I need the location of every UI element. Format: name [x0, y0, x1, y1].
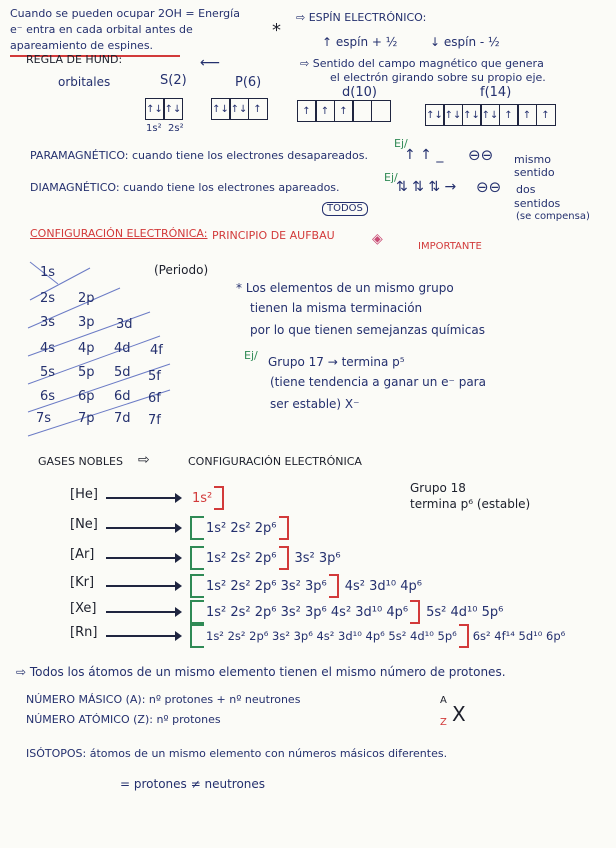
- xe-bracket: [410, 600, 420, 624]
- para-example: ↑ ↑ _: [404, 147, 444, 163]
- noble-config-he: [192, 486, 224, 510]
- hund-title: REGLA DE HUND:: [26, 53, 123, 66]
- spin-title: ⇨ ESPÍN ELECTRÓNICO:: [296, 11, 427, 24]
- intro-line-3: apareamiento de espines.: [10, 39, 154, 52]
- he-conf: 1s²: [192, 490, 213, 506]
- intro-line-1: Cuando se pueden ocupar 2OH = Energía: [10, 7, 240, 20]
- kr-tail: 4s² 3d¹⁰ 4p⁶: [344, 578, 422, 594]
- noble-arrow-icon: ⇨: [138, 452, 150, 468]
- intro-line-2: e⁻ entra en cada orbital antes de: [10, 23, 193, 36]
- f-box: ↑↓: [480, 104, 500, 126]
- ne-conf: 1s² 2s² 2p⁶: [206, 520, 277, 536]
- rn-bracket-left: [190, 624, 204, 648]
- grupo17-line-3: ser estable) X⁻: [270, 397, 360, 411]
- dia-note-3: (se compensa): [516, 211, 590, 222]
- d-box: ↑: [315, 100, 335, 122]
- dia-ej: Ej/: [384, 171, 398, 184]
- orbital-4p: 4p: [78, 341, 95, 356]
- xe-arrow: [106, 611, 176, 613]
- important-diamond-icon: ◈: [372, 231, 383, 247]
- rn-arrow: [106, 635, 176, 637]
- orbital-2p: 2p: [78, 291, 95, 306]
- noble-config-ar: [190, 546, 341, 570]
- noble-element-ne: [Ne]: [70, 517, 98, 532]
- f-box: ↑: [536, 104, 556, 126]
- orbital-3p: 3p: [78, 315, 95, 330]
- orbital-7s: 7s: [36, 411, 52, 426]
- ar-bracket: [279, 546, 289, 570]
- orbital-6d: 6d: [114, 389, 131, 404]
- paramagnetic-def: PARAMAGNÉTICO: cuando tiene los electrones desapareados.: [30, 149, 368, 162]
- f-box: ↑↓: [443, 104, 463, 126]
- orbital-6s: 6s: [40, 389, 56, 404]
- para-ej: Ej/: [394, 137, 408, 150]
- xe-tail: 5s² 4d¹⁰ 5p⁶: [426, 604, 504, 620]
- ne-bracket-left: [190, 516, 204, 540]
- f-box: ↑↓: [425, 104, 445, 126]
- symbol-z: Z: [440, 717, 447, 728]
- rn-tail: 6s² 4f¹⁴ 5d¹⁰ 6p⁶: [472, 629, 566, 643]
- rn-conf: 1s² 2s² 2p⁶ 3s² 3p⁶ 4s² 3d¹⁰ 4p⁶ 5s² 4d¹⁰ 5p⁶: [206, 629, 457, 643]
- noble-config-xe: [190, 600, 503, 624]
- p-box: ↑: [248, 98, 268, 120]
- orbital-5s: 5s: [40, 365, 56, 380]
- config-title: CONFIGURACIÓN ELECTRÓNICA:: [30, 227, 208, 240]
- para-note-1: mismo: [514, 153, 551, 166]
- orbital-6p: 6p: [78, 389, 95, 404]
- spin-sentido-2: el electrón girando sobre su propio eje.: [330, 71, 546, 84]
- p-box: ↑↓: [229, 98, 249, 120]
- grupo-bullet-3: por lo que tienen semejanzas químicas: [250, 323, 485, 337]
- orbital-5f: 5f: [148, 369, 161, 384]
- star-mark: *: [272, 20, 281, 41]
- f-box: ↑: [499, 104, 519, 126]
- noble-gases-title: GASES NOBLES: [38, 455, 123, 468]
- d-label: d(10): [342, 85, 377, 100]
- ne-arrow: [106, 527, 176, 529]
- xe-conf: 1s² 2s² 2p⁶ 3s² 3p⁶ 4s² 3d¹⁰ 4p⁶: [206, 604, 409, 620]
- xe-bracket-left: [190, 600, 204, 624]
- spin-sentido-1: ⇨ Sentido del campo magnético que genera: [300, 57, 544, 70]
- ar-arrow: [106, 557, 176, 559]
- grupo17-line-1: Grupo 17 → termina p⁵: [268, 355, 405, 369]
- dia-example: ⇅ ⇅ ⇅ →: [396, 179, 457, 195]
- todos-badge: TODOS: [322, 202, 368, 216]
- spin-down: ↓ espín - ½: [430, 35, 500, 49]
- p-label: P(6): [235, 75, 262, 90]
- kr-bracket-left: [190, 574, 204, 598]
- s-box: ↑↓: [163, 98, 183, 120]
- grupo-bullet-1: * Los elementos de un mismo grupo: [236, 281, 454, 295]
- f-box: ↑: [517, 104, 537, 126]
- termina-p6: termina p⁶ (estable): [410, 497, 531, 511]
- f-box: ↑↓: [462, 104, 482, 126]
- sub-2s: 2s²: [168, 123, 184, 134]
- noble-config-kr: [190, 574, 422, 598]
- orbital-3s: 3s: [40, 315, 56, 330]
- symbol-a: A: [440, 695, 447, 706]
- noble-element-kr: [Kr]: [70, 575, 95, 590]
- ne-bracket: [279, 516, 289, 540]
- spin-up: ↑ espín + ½: [322, 35, 398, 49]
- noble-config-rn: [190, 624, 565, 648]
- noble-element-rn: [Rn]: [70, 625, 98, 640]
- grupo-bullet-2: tienen la misma terminación: [250, 301, 423, 315]
- dia-note-1: dos: [516, 183, 536, 196]
- noble-element-ar: [Ar]: [70, 547, 95, 562]
- kr-conf: 1s² 2s² 2p⁶ 3s² 3p⁶: [206, 578, 327, 594]
- para-note-2: sentido: [514, 166, 555, 179]
- d-box: ↑: [334, 100, 354, 122]
- orbitales-label: orbitales: [58, 75, 111, 89]
- orbital-3d: 3d: [116, 317, 133, 332]
- rn-bracket: [459, 624, 469, 648]
- he-arrow: [106, 497, 176, 499]
- diamagnetic-def: DIAMAGNÉTICO: cuando tiene los electrones apareados.: [30, 181, 340, 194]
- orbital-5d: 5d: [114, 365, 131, 380]
- noble-element-he: [He]: [70, 487, 98, 502]
- isotopos-rule: = protones ≠ neutrones: [120, 777, 266, 791]
- ar-conf: 1s² 2s² 2p⁶: [206, 550, 277, 566]
- para-spin-symbol: ⊖⊖: [468, 146, 494, 164]
- orbital-1s: 1s: [40, 265, 56, 280]
- todos-atomos: ⇨ Todos los átomos de un mismo elemento tienen el mismo número de protones.: [16, 665, 506, 679]
- orbital-4d: 4d: [114, 341, 131, 356]
- d-box: ↑: [297, 100, 317, 122]
- orbital-7d: 7d: [114, 411, 131, 426]
- ar-tail: 3s² 3p⁶: [294, 550, 341, 566]
- orbital-6f: 6f: [148, 391, 161, 406]
- numero-atomico: NÚMERO ATÓMICO (Z): nº protones: [26, 713, 221, 726]
- isotopos-def: ISÓTOPOS: átomos de un mismo elemento con números másicos diferentes.: [26, 747, 448, 760]
- orbital-7p: 7p: [78, 411, 95, 426]
- he-bracket: [214, 486, 224, 510]
- grupo-18: Grupo 18: [410, 481, 466, 495]
- grupo17-line-2: (tiene tendencia a ganar un e⁻ para: [270, 375, 486, 389]
- periodo-label: (Periodo): [154, 263, 209, 277]
- importante-label: IMPORTANTE: [418, 241, 482, 252]
- dia-note-2: sentidos: [514, 197, 561, 210]
- s-label: S(2): [160, 73, 187, 88]
- orbital-4f: 4f: [150, 343, 163, 358]
- numero-masico: NÚMERO MÁSICO (A): nº protones + nº neutrones: [26, 693, 301, 706]
- noble-element-xe: [Xe]: [70, 601, 97, 616]
- aufbau-principle: PRINCIPIO DE AUFBAU: [212, 229, 335, 242]
- kr-arrow: [106, 585, 176, 587]
- p-box: ↑↓: [211, 98, 231, 120]
- s-box: ↑↓: [145, 98, 165, 120]
- example-ej: Ej/: [244, 349, 258, 362]
- f-label: f(14): [480, 85, 512, 100]
- noble-config-ne: [190, 516, 289, 540]
- kr-bracket: [329, 574, 339, 598]
- noble-config-title: CONFIGURACIÓN ELECTRÓNICA: [188, 455, 362, 468]
- orbital-7f: 7f: [148, 413, 161, 428]
- orbital-4s: 4s: [40, 341, 56, 356]
- ar-bracket-left: [190, 546, 204, 570]
- symbol-x: X: [452, 702, 466, 726]
- hund-arrow-icon: ⟵: [200, 55, 221, 71]
- dia-spin-symbol: ⊖⊖: [476, 178, 502, 196]
- orbital-2s: 2s: [40, 291, 56, 306]
- orbital-5p: 5p: [78, 365, 95, 380]
- sub-1s: 1s²: [146, 123, 162, 134]
